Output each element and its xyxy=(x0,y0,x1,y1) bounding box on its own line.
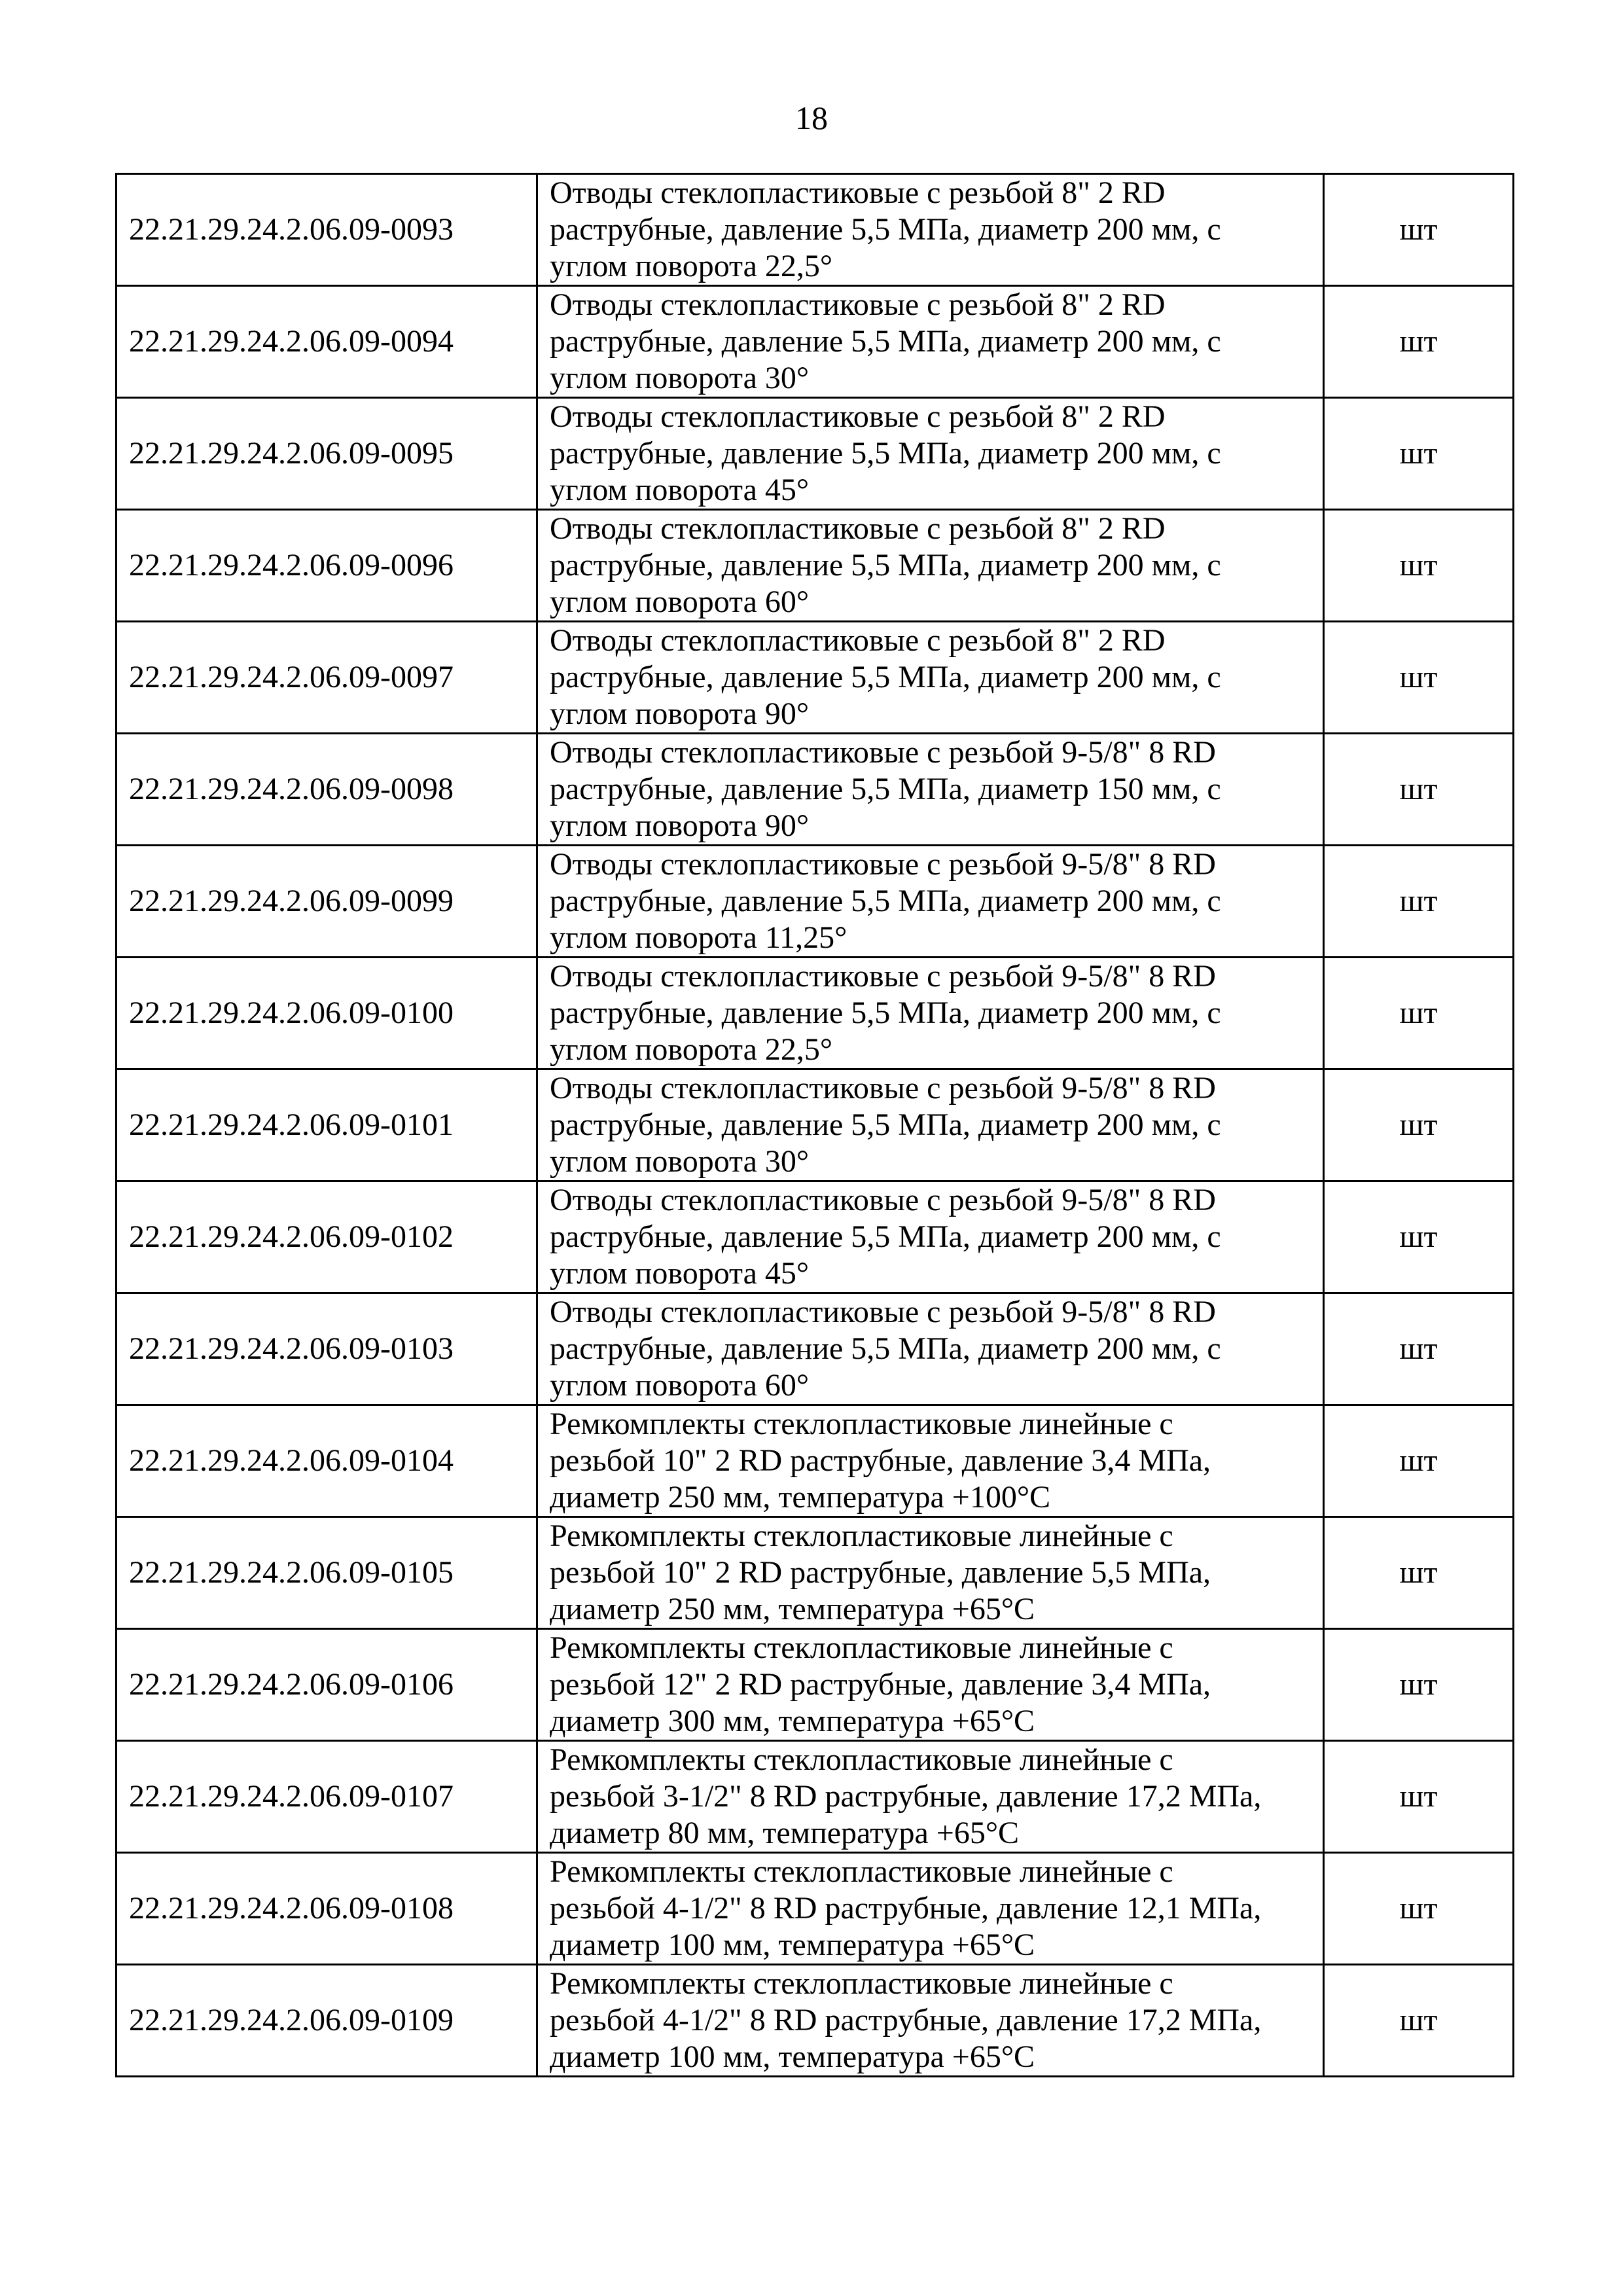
table-row xyxy=(116,1405,1514,1517)
item-code: 22.21.29.24.2.06.09-0096 xyxy=(116,510,537,622)
item-name-line: резьбой 10" 2 RD раструбные, давление 3,4 МПа, xyxy=(550,1443,1211,1478)
page-number: 18 xyxy=(795,99,828,136)
item-code: 22.21.29.24.2.06.09-0104 xyxy=(116,1405,537,1517)
item-unit: шт xyxy=(1324,1965,1514,2077)
item-name-line: резьбой 4-1/2" 8 RD раструбные, давление 17,2 МПа, xyxy=(550,2003,1262,2037)
item-name-line: резьбой 4-1/2" 8 RD раструбные, давление 12,1 МПа, xyxy=(550,1891,1262,1926)
item-code: 22.21.29.24.2.06.09-0093 xyxy=(116,174,537,286)
item-name xyxy=(537,174,1324,286)
item-unit: шт xyxy=(1324,1069,1514,1181)
item-name-line: Отводы стеклопластиковые с резьбой 9-5/8" 8 RD xyxy=(550,1183,1216,1217)
table-row xyxy=(116,286,1514,398)
table-row xyxy=(116,1741,1514,1853)
table-row xyxy=(116,1517,1514,1629)
item-name xyxy=(537,1965,1324,2077)
item-name-line: диаметр 250 мм, температура +100°С xyxy=(550,1480,1051,1515)
table-row xyxy=(116,398,1514,510)
item-name xyxy=(537,1629,1324,1741)
item-name-line: углом поворота 22,5° xyxy=(550,1032,833,1067)
table-row xyxy=(116,622,1514,734)
item-name xyxy=(537,1181,1324,1293)
table-row xyxy=(116,734,1514,846)
item-unit: шт xyxy=(1324,846,1514,958)
item-unit: шт xyxy=(1324,1853,1514,1965)
item-name-line: Отводы стеклопластиковые с резьбой 8" 2 RD xyxy=(550,623,1166,658)
item-name-line: Отводы стеклопластиковые с резьбой 8" 2 RD xyxy=(550,175,1166,210)
table-row xyxy=(116,174,1514,286)
item-name-line: резьбой 10" 2 RD раструбные, давление 5,5 МПа, xyxy=(550,1555,1211,1590)
items-table xyxy=(115,173,1514,2077)
item-name-line: Отводы стеклопластиковые с резьбой 9-5/8" 8 RD xyxy=(550,959,1216,994)
item-name-line: Ремкомплекты стеклопластиковые линейные с xyxy=(550,1407,1173,1441)
item-name-line: Отводы стеклопластиковые с резьбой 8" 2 RD xyxy=(550,399,1166,434)
item-name-line: раструбные, давление 5,5 МПа, диаметр 150 мм, с xyxy=(550,772,1221,806)
item-name-line: углом поворота 45° xyxy=(550,473,810,507)
item-code: 22.21.29.24.2.06.09-0107 xyxy=(116,1741,537,1853)
item-name-line: углом поворота 45° xyxy=(550,1256,810,1291)
item-code: 22.21.29.24.2.06.09-0098 xyxy=(116,734,537,846)
item-name xyxy=(537,622,1324,734)
item-code: 22.21.29.24.2.06.09-0097 xyxy=(116,622,537,734)
item-code: 22.21.29.24.2.06.09-0100 xyxy=(116,958,537,1069)
item-name xyxy=(537,510,1324,622)
item-code: 22.21.29.24.2.06.09-0101 xyxy=(116,1069,537,1181)
item-name-line: раструбные, давление 5,5 МПа, диаметр 200 мм, с xyxy=(550,1331,1221,1366)
item-name-line: раструбные, давление 5,5 МПа, диаметр 200 мм, с xyxy=(550,884,1221,918)
item-name-line: резьбой 3-1/2" 8 RD раструбные, давление 17,2 МПа, xyxy=(550,1779,1262,1814)
table-row xyxy=(116,1853,1514,1965)
item-name-line: углом поворота 30° xyxy=(550,361,810,395)
item-name-line: раструбные, давление 5,5 МПа, диаметр 200 мм, с xyxy=(550,436,1221,471)
item-unit: шт xyxy=(1324,1741,1514,1853)
item-name xyxy=(537,1853,1324,1965)
item-name xyxy=(537,398,1324,510)
item-code: 22.21.29.24.2.06.09-0099 xyxy=(116,846,537,958)
item-unit: шт xyxy=(1324,174,1514,286)
table-row xyxy=(116,1069,1514,1181)
item-unit: шт xyxy=(1324,286,1514,398)
item-unit: шт xyxy=(1324,958,1514,1069)
item-name xyxy=(537,1293,1324,1405)
table-row xyxy=(116,958,1514,1069)
item-name-line: Ремкомплекты стеклопластиковые линейные с xyxy=(550,1742,1173,1777)
item-unit: шт xyxy=(1324,1181,1514,1293)
item-name-line: диаметр 100 мм, температура +65°С xyxy=(550,1928,1035,1962)
item-name-line: углом поворота 90° xyxy=(550,696,810,731)
item-name-line: раструбные, давление 5,5 МПа, диаметр 200 мм, с xyxy=(550,660,1221,694)
item-unit: шт xyxy=(1324,734,1514,846)
item-code: 22.21.29.24.2.06.09-0108 xyxy=(116,1853,537,1965)
table-row xyxy=(116,1181,1514,1293)
item-name-line: раструбные, давление 5,5 МПа, диаметр 200 мм, с xyxy=(550,1219,1221,1254)
item-unit: шт xyxy=(1324,622,1514,734)
item-unit: шт xyxy=(1324,1293,1514,1405)
table-row xyxy=(116,1965,1514,2077)
item-name xyxy=(537,1517,1324,1629)
item-unit: шт xyxy=(1324,1517,1514,1629)
item-name-line: Ремкомплекты стеклопластиковые линейные с xyxy=(550,1630,1173,1665)
item-code: 22.21.29.24.2.06.09-0095 xyxy=(116,398,537,510)
item-name-line: резьбой 12" 2 RD раструбные, давление 3,4 МПа, xyxy=(550,1667,1211,1702)
item-name-line: раструбные, давление 5,5 МПа, диаметр 200 мм, с xyxy=(550,996,1221,1030)
item-code: 22.21.29.24.2.06.09-0102 xyxy=(116,1181,537,1293)
item-name xyxy=(537,846,1324,958)
item-name-line: углом поворота 22,5° xyxy=(550,249,833,283)
item-code: 22.21.29.24.2.06.09-0105 xyxy=(116,1517,537,1629)
item-name xyxy=(537,286,1324,398)
table-row xyxy=(116,846,1514,958)
item-name-line: диаметр 250 мм, температура +65°С xyxy=(550,1592,1035,1626)
item-name-line: Отводы стеклопластиковые с резьбой 8" 2 RD xyxy=(550,511,1166,546)
item-name-line: Ремкомплекты стеклопластиковые линейные с xyxy=(550,1518,1173,1553)
item-name-line: Ремкомплекты стеклопластиковые линейные с xyxy=(550,1966,1173,2001)
item-name-line: диаметр 300 мм, температура +65°С xyxy=(550,1704,1035,1738)
table-row xyxy=(116,1293,1514,1405)
item-name-line: Отводы стеклопластиковые с резьбой 9-5/8" 8 RD xyxy=(550,1295,1216,1329)
item-name-line: раструбные, давление 5,5 МПа, диаметр 200 мм, с xyxy=(550,212,1221,247)
item-name xyxy=(537,1069,1324,1181)
item-name-line: Отводы стеклопластиковые с резьбой 8" 2 RD xyxy=(550,287,1166,322)
item-name-line: Ремкомплекты стеклопластиковые линейные с xyxy=(550,1854,1173,1889)
item-name-line: диаметр 80 мм, температура +65°С xyxy=(550,1816,1020,1850)
item-code: 22.21.29.24.2.06.09-0103 xyxy=(116,1293,537,1405)
table-row xyxy=(116,1629,1514,1741)
item-name-line: диаметр 100 мм, температура +65°С xyxy=(550,2039,1035,2074)
item-name-line: раструбные, давление 5,5 МПа, диаметр 200 мм, с xyxy=(550,324,1221,359)
item-name-line: углом поворота 60° xyxy=(550,1368,810,1403)
item-name xyxy=(537,1405,1324,1517)
item-name-line: Отводы стеклопластиковые с резьбой 9-5/8" 8 RD xyxy=(550,1071,1216,1105)
item-code: 22.21.29.24.2.06.09-0106 xyxy=(116,1629,537,1741)
item-code: 22.21.29.24.2.06.09-0094 xyxy=(116,286,537,398)
item-name-line: углом поворота 11,25° xyxy=(550,920,847,955)
item-name xyxy=(537,958,1324,1069)
table-row xyxy=(116,510,1514,622)
item-name-line: раструбные, давление 5,5 МПа, диаметр 200 мм, с xyxy=(550,548,1221,583)
item-name-line: углом поворота 60° xyxy=(550,584,810,619)
item-name-line: раструбные, давление 5,5 МПа, диаметр 200 мм, с xyxy=(550,1107,1221,1142)
item-name-line: Отводы стеклопластиковые с резьбой 9-5/8" 8 RD xyxy=(550,735,1216,770)
items-table-body xyxy=(116,174,1514,2077)
item-unit: шт xyxy=(1324,510,1514,622)
item-name-line: углом поворота 30° xyxy=(550,1144,810,1179)
item-name xyxy=(537,734,1324,846)
item-unit: шт xyxy=(1324,1629,1514,1741)
item-code: 22.21.29.24.2.06.09-0109 xyxy=(116,1965,537,2077)
item-unit: шт xyxy=(1324,1405,1514,1517)
item-name-line: углом поворота 90° xyxy=(550,808,810,843)
item-name-line: Отводы стеклопластиковые с резьбой 9-5/8" 8 RD xyxy=(550,847,1216,882)
item-unit: шт xyxy=(1324,398,1514,510)
item-name xyxy=(537,1741,1324,1853)
